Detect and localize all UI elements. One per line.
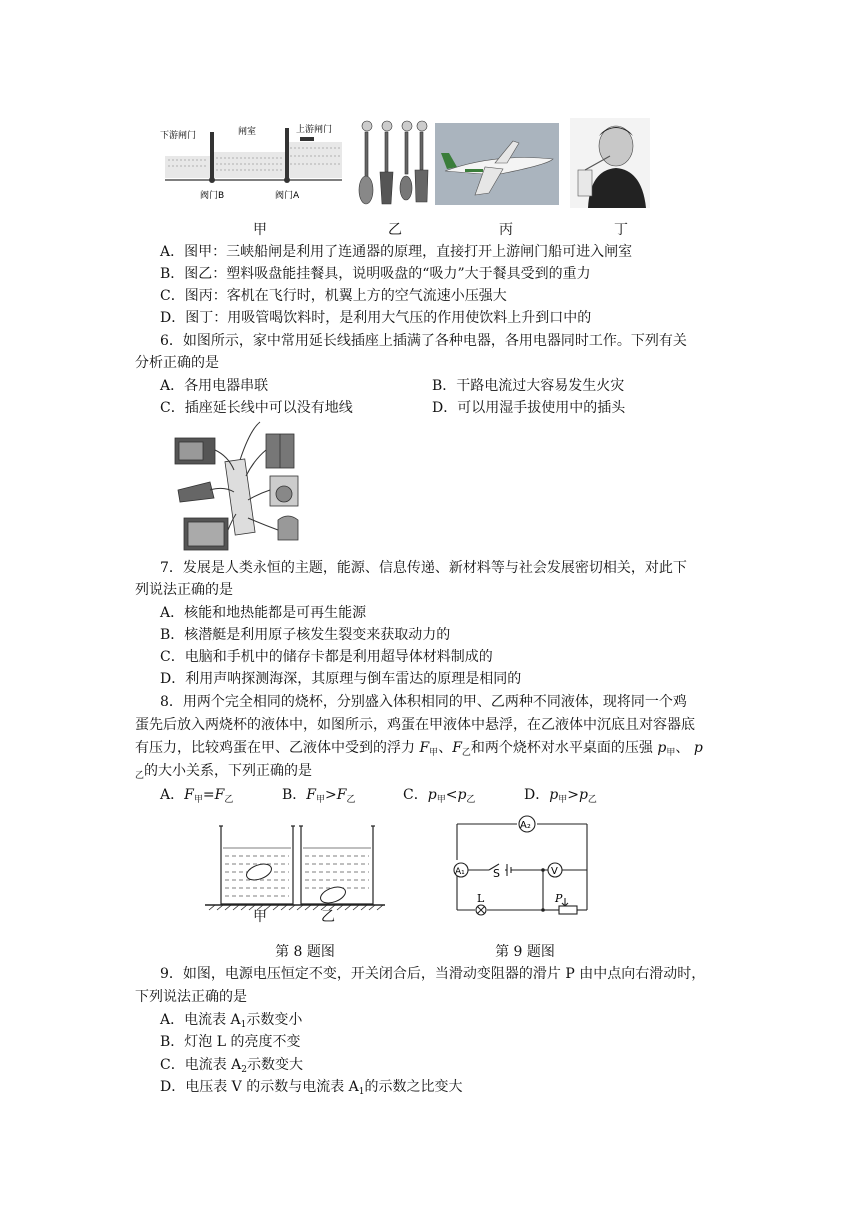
valve-b-label: 阀门B bbox=[200, 191, 225, 201]
q8-option-b: B．$F_甲>F_乙$ bbox=[282, 787, 356, 805]
q5-option-c: C．图丙：客机在飞行时，机翼上方的空气流速小压强大 bbox=[160, 288, 507, 304]
q7-option-b: B．核潜艇是利用原子核发生裂变来获取动力的 bbox=[160, 627, 451, 643]
figure-caption-bing: 丙 bbox=[499, 222, 513, 238]
q8-stem-line-3: 有压力，比较鸡蛋在甲、乙液体中受到的浮力 $F_甲$、$F_乙$和两个烧杯对水平桌面的压强 $p_甲$、 p bbox=[135, 740, 703, 758]
q7-stem-line-2: 列说法正确的是 bbox=[135, 582, 233, 598]
voltmeter-label: V bbox=[551, 866, 558, 877]
figure-caption-jia: 甲 bbox=[253, 222, 267, 238]
q5-option-d: D．图丁：用吸管喝饮料时，是利用大气压的作用使饮料上升到口中的 bbox=[160, 310, 592, 326]
q5-option-b: B．图乙：塑料吸盘能挂餐具，说明吸盘的“吸力”大于餐具受到的重力 bbox=[160, 266, 591, 282]
switch-label: S bbox=[493, 867, 500, 880]
q9-figure-caption: 第 9 题图 bbox=[495, 944, 555, 960]
q8-option-d: D．$p_甲>p_乙$ bbox=[524, 787, 597, 805]
airplane-photo bbox=[435, 123, 559, 205]
figure-caption-ding: 丁 bbox=[614, 222, 628, 238]
q7-stem-line-1: 7．发展是人类永恒的主题，能源、信息传递、新材料等与社会发展密切相关，对此下 bbox=[160, 560, 687, 576]
q9-option-a: A．电流表 $A_1$示数变小 bbox=[160, 1012, 303, 1030]
q9-option-b: B．灯泡 L 的亮度不变 bbox=[160, 1034, 301, 1050]
beakers-egg-figure bbox=[205, 822, 385, 922]
q7-option-c: C．电脑和手机中的储存卡都是利用超导体材料制成的 bbox=[160, 649, 493, 665]
power-strip-appliances-figure bbox=[170, 420, 320, 555]
downstream-gate-label: 下游闸门 bbox=[160, 131, 197, 141]
child-drinking-straw-photo bbox=[570, 118, 650, 208]
q9-stem-line-2: 下列说法正确的是 bbox=[135, 989, 247, 1005]
q8-stem-line-4: $_乙$的大小关系，下列正确的是 bbox=[135, 763, 313, 781]
lock-chamber-label: 闸室 bbox=[238, 127, 257, 137]
upstream-gate-label: 上游闸门 bbox=[296, 125, 333, 135]
q6-option-d: D．可以用湿手拔使用中的插头 bbox=[432, 400, 626, 416]
q6-stem-line-2: 分析正确的是 bbox=[135, 355, 219, 371]
ammeter-a1-label: A₁ bbox=[455, 867, 465, 877]
beaker-label-jia: 甲 bbox=[253, 909, 267, 925]
q6-stem-line-1: 6．如图所示，家中常用延长线插座上插满了各种电器，各用电器同时工作。下列有关 bbox=[160, 333, 687, 349]
valve-a-label: 阀门A bbox=[275, 191, 300, 201]
circuit-diagram bbox=[447, 814, 597, 922]
beaker-label-yi: 乙 bbox=[321, 909, 335, 925]
ammeter-a2-label: A₂ bbox=[520, 820, 531, 831]
q9-option-d: D．电压表 V 的示数与电流表 $A_1$的示数之比变大 bbox=[160, 1079, 463, 1097]
q8-option-c: C．$p_甲<p_乙$ bbox=[403, 787, 476, 805]
q9-option-c: C．电流表 $A_2$示数变大 bbox=[160, 1057, 304, 1075]
ship-lock-figure bbox=[160, 120, 350, 210]
q6-option-a: A．各用电器串联 bbox=[160, 378, 269, 394]
slider-label: P bbox=[555, 892, 563, 905]
q8-option-a: A．$F_甲=F_乙$ bbox=[160, 787, 234, 805]
q6-option-c: C．插座延长线中可以没有地线 bbox=[160, 400, 353, 416]
figure-caption-yi: 乙 bbox=[388, 222, 402, 238]
q9-stem-line-1: 9．如图，电源电压恒定不变，开关闭合后，当滑动变阻器的滑片 P 由中点向右滑动时， bbox=[160, 966, 706, 982]
q8-stem-line-2: 蛋先后放入两烧杯的液体中，如图所示，鸡蛋在甲液体中悬浮，在乙液体中沉底且对容器底 bbox=[135, 717, 695, 733]
suction-hook-utensils-figure bbox=[352, 118, 432, 208]
q7-option-d: D．利用声呐探测海深，其原理与倒车雷达的原理是相同的 bbox=[160, 671, 522, 687]
q5-option-a: A．图甲：三峡船闸是利用了连通器的原理，直接打开上游闸门船可进入闸室 bbox=[160, 244, 633, 260]
q8-stem-line-1: 8．用两个完全相同的烧杯，分别盛入体积相同的甲、乙两种不同液体，现将同一个鸡 bbox=[160, 694, 687, 710]
q7-option-a: A．核能和地热能都是可再生能源 bbox=[160, 605, 367, 621]
q8-figure-caption: 第 8 题图 bbox=[275, 944, 335, 960]
lamp-label: L bbox=[477, 892, 485, 905]
q6-option-b: B．干路电流过大容易发生火灾 bbox=[432, 378, 625, 394]
